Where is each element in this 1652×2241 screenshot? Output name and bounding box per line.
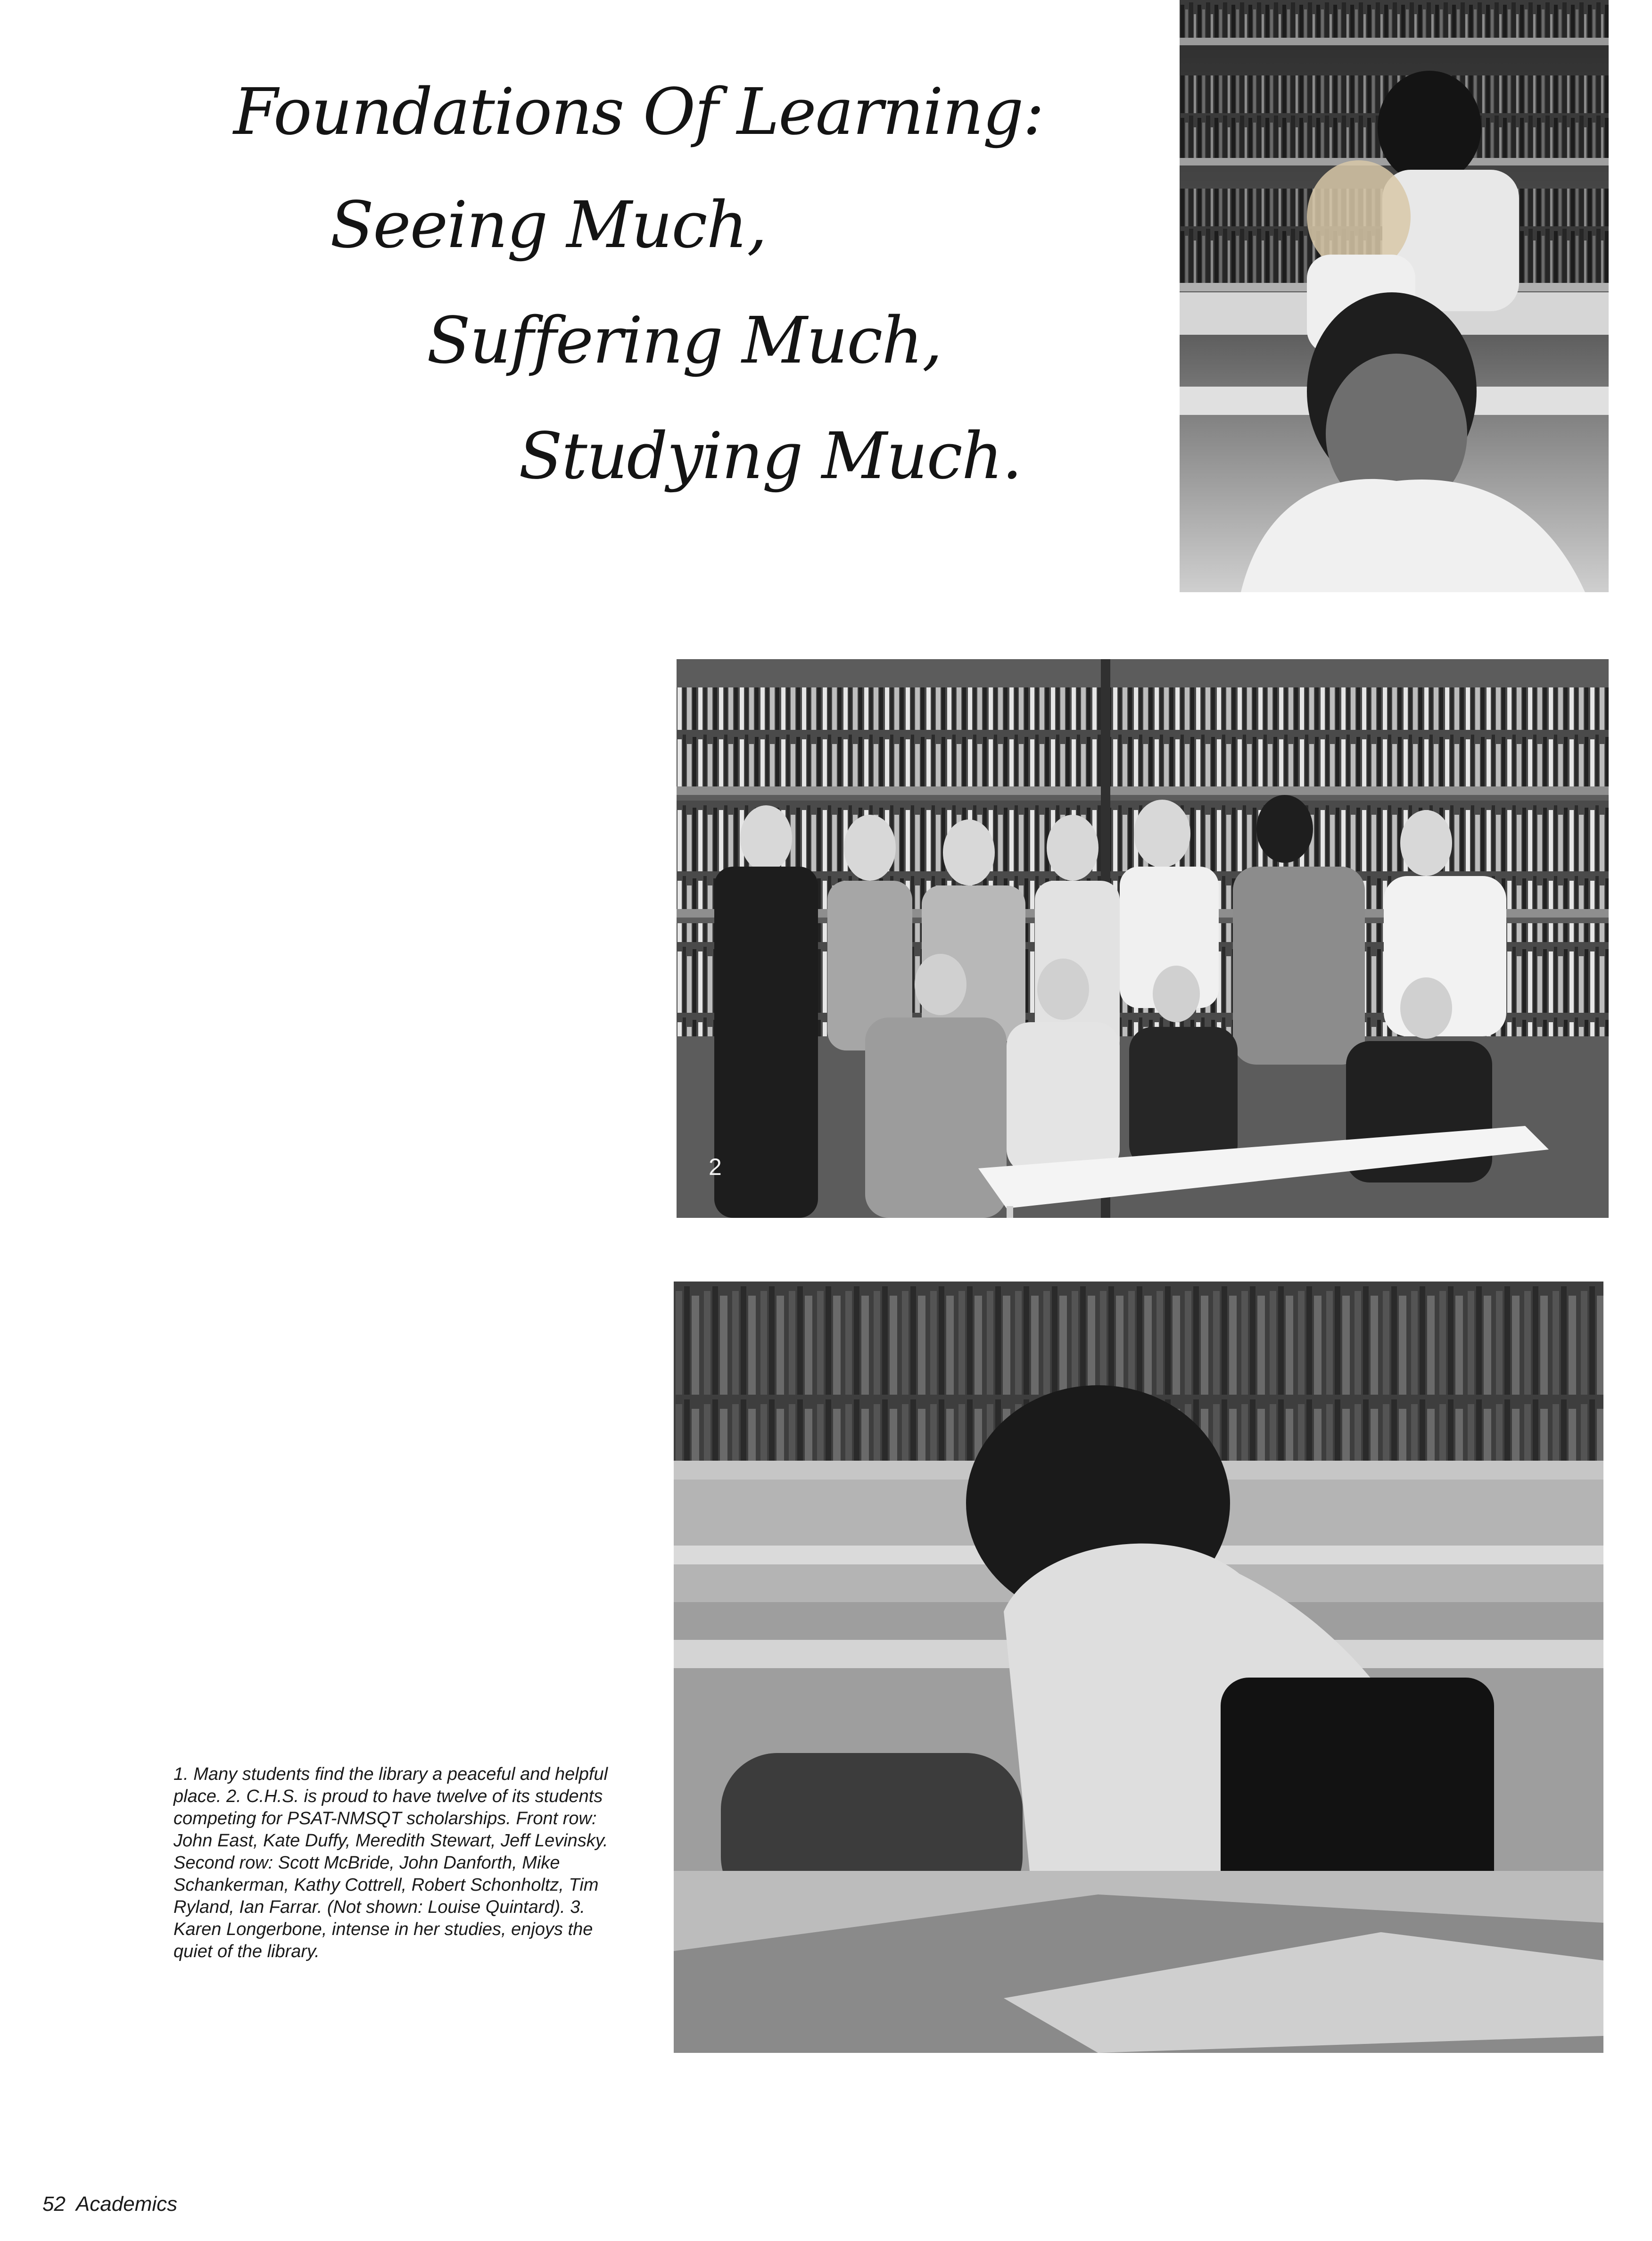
page-footer [42, 2192, 188, 2216]
photo-2-number: 2 [709, 1154, 722, 1180]
photo-student-studying-library [674, 1282, 1603, 2053]
page-number: 52 [42, 2192, 66, 2216]
photo-3-image [674, 1282, 1603, 2053]
photo-2-image [677, 659, 1609, 1218]
photo-library-students-studying [1180, 0, 1609, 592]
photo-caption: 1. Many students find the library a peaceful and helpful place. 2. C.H.S. is proud to have twelve of its students competing for PSAT-NMSQT scholarships. Front row: John East, Kate Duffy, Meredith Stewart, Jeff Levinsky. Second row: Scott McBride, John Danforth, Mike Schankerman, Kathy Cottrell, Robert Schonholtz, Tim Ryland, Ian Farrar. (Not shown: Louise Quintard). 3. Karen Longerbone, intense in her studies, enjoys the quiet of the library. [173, 1764, 608, 1961]
photo-1-image [1180, 0, 1609, 592]
page-title-line-3: Suffering Much, [427, 304, 942, 378]
page-title-line-4: Studying Much. [519, 419, 1022, 494]
photo-psat-nmsqt-group [677, 659, 1609, 1218]
section-name: Academics [75, 2192, 178, 2216]
page-title-line-2: Seeing Much, [330, 188, 767, 263]
page-title-line-1: Foundations Of Learning: [233, 75, 1044, 149]
